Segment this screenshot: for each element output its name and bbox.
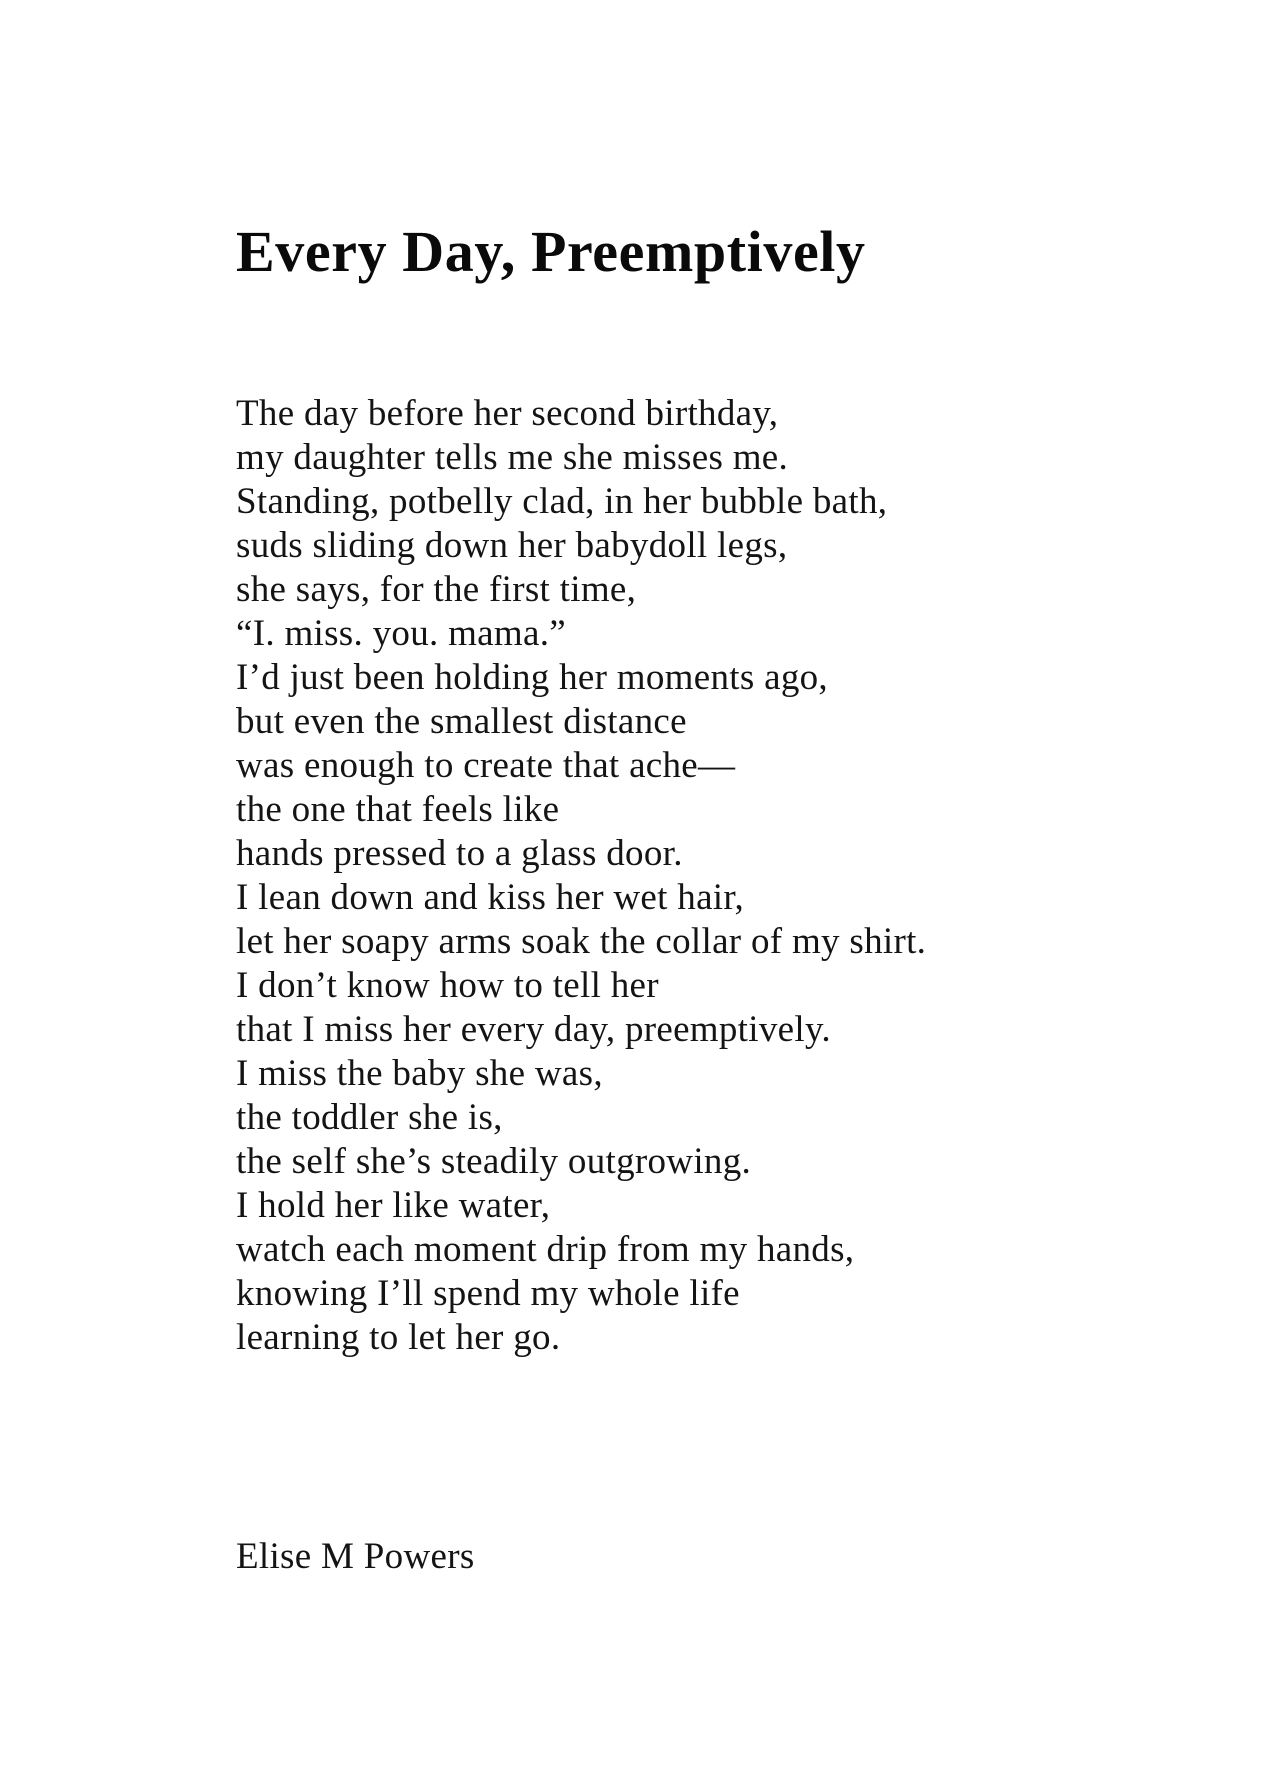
poem-line: “I. miss. you. mama.” bbox=[236, 613, 566, 654]
poem-line: I miss the baby she was, bbox=[236, 1053, 603, 1094]
poem-line: hands pressed to a glass door. bbox=[236, 833, 683, 874]
poem-line: was enough to create that ache— bbox=[236, 745, 736, 786]
poem-line: the toddler she is, bbox=[236, 1097, 503, 1138]
poem-line: the one that feels like bbox=[236, 789, 560, 830]
poem-line: watch each moment drip from my hands, bbox=[236, 1229, 855, 1270]
poem-title: Every Day, Preemptively bbox=[236, 219, 866, 284]
poem-line: she says, for the first time, bbox=[236, 569, 637, 610]
poem-body bbox=[236, 392, 926, 1360]
poem-line: let her soapy arms soak the collar of my shirt. bbox=[236, 921, 927, 962]
poem-line: I’d just been holding her moments ago, bbox=[236, 657, 828, 698]
poem-line: I hold her like water, bbox=[236, 1185, 551, 1226]
poem-line: The day before her second birthday, bbox=[236, 393, 779, 434]
poem-line: my daughter tells me she misses me. bbox=[236, 437, 789, 478]
poem-line: I don’t know how to tell her bbox=[236, 965, 659, 1006]
poem-line: suds sliding down her babydoll legs, bbox=[236, 525, 788, 566]
poem-line: learning to let her go. bbox=[236, 1317, 561, 1358]
poem-line: knowing I’ll spend my whole life bbox=[236, 1273, 740, 1314]
poem-line: Standing, potbelly clad, in her bubble bath, bbox=[236, 481, 888, 522]
poem-line: that I miss her every day, preemptively. bbox=[236, 1009, 831, 1050]
author-name: Elise M Powers bbox=[236, 1536, 475, 1577]
poem-line: but even the smallest distance bbox=[236, 701, 687, 742]
poem-line: I lean down and kiss her wet hair, bbox=[236, 877, 745, 918]
poem-line: the self she’s steadily outgrowing. bbox=[236, 1141, 752, 1182]
